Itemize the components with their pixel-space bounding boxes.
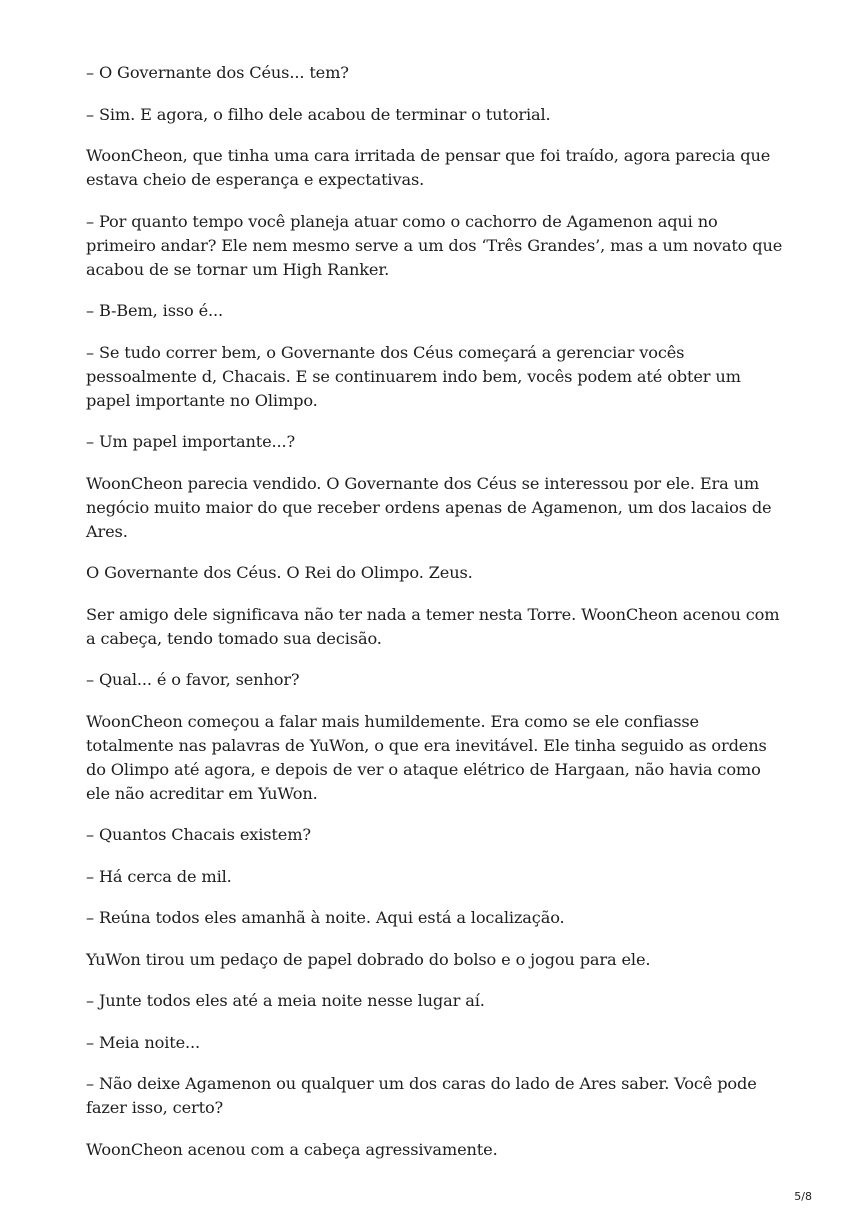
paragraph: – Meia noite... [86,1032,200,1052]
paragraph: – Há cerca de mil. [86,866,232,886]
paragraph: – Por quanto tempo você planeja atuar como o cachorro de Agamenon aqui no primeiro andar? Ele nem mesmo serve a um dos ‘Três Grandes’, mas a um novato que acabou de se tornar um High Ranker. [86,211,783,279]
paragraph: – Quantos Chacais existem? [86,825,311,844]
paragraph: WoonCheon começou a falar mais humildemente. Era como se ele confiasse totalmente nas palavras de YuWon, o que era inevitável. Ele tinha seguido as ordens do Olimpo até agora, e depois de ver o ataque elétrico de Hargaan, não havia como ele não acreditar em YuWon. [86,711,767,803]
paragraph: YuWon tirou um pedaço de papel dobrado do bolso e o jogou para ele. [86,949,651,969]
document-body [86,61,786,1179]
paragraph: – Se tudo correr bem, o Governante dos Céus começará a gerenciar vocês pessoalmente d, Chacais. E se continuarem indo bem, vocês podem até obter um papel importante no Olimpo. [86,342,741,410]
paragraph: – Qual... é o favor, senhor? [86,670,300,689]
paragraph: WoonCheon parecia vendido. O Governante dos Céus se interessou por ele. Era um negócio muito maior do que receber ordens apenas de Agamenon, um dos lacaios de Ares. [86,473,772,541]
paragraph: – Sim. E agora, o filho dele acabou de terminar o tutorial. [86,104,551,124]
paragraph: – Junte todos eles até a meia noite nesse lugar aí. [86,991,485,1010]
paragraph: Ser amigo dele significava não ter nada a temer nesta Torre. WoonCheon acenou com a cabeça, tendo tomado sua decisão. [86,604,780,648]
paragraph: – Não deixe Agamenon ou qualquer um dos caras do lado de Ares saber. Você pode fazer isso, certo? [86,1074,757,1117]
paragraph: – O Governante dos Céus... tem? [86,63,349,82]
paragraph: – Um papel importante...? [86,432,296,451]
paragraph: – Reúna todos eles amanhã à noite. Aqui está a localização. [86,908,565,927]
page-number: 5/8 [794,1190,812,1203]
paragraph: WoonCheon, que tinha uma cara irritada de pensar que foi traído, agora parecia que estava cheio de esperança e expectativas. [86,146,771,189]
paragraph: – B-Bem, isso é... [86,301,224,320]
paragraph: WoonCheon acenou com a cabeça agressivamente. [86,1139,498,1159]
paragraph: O Governante dos Céus. O Rei do Olimpo. Zeus. [86,563,473,582]
